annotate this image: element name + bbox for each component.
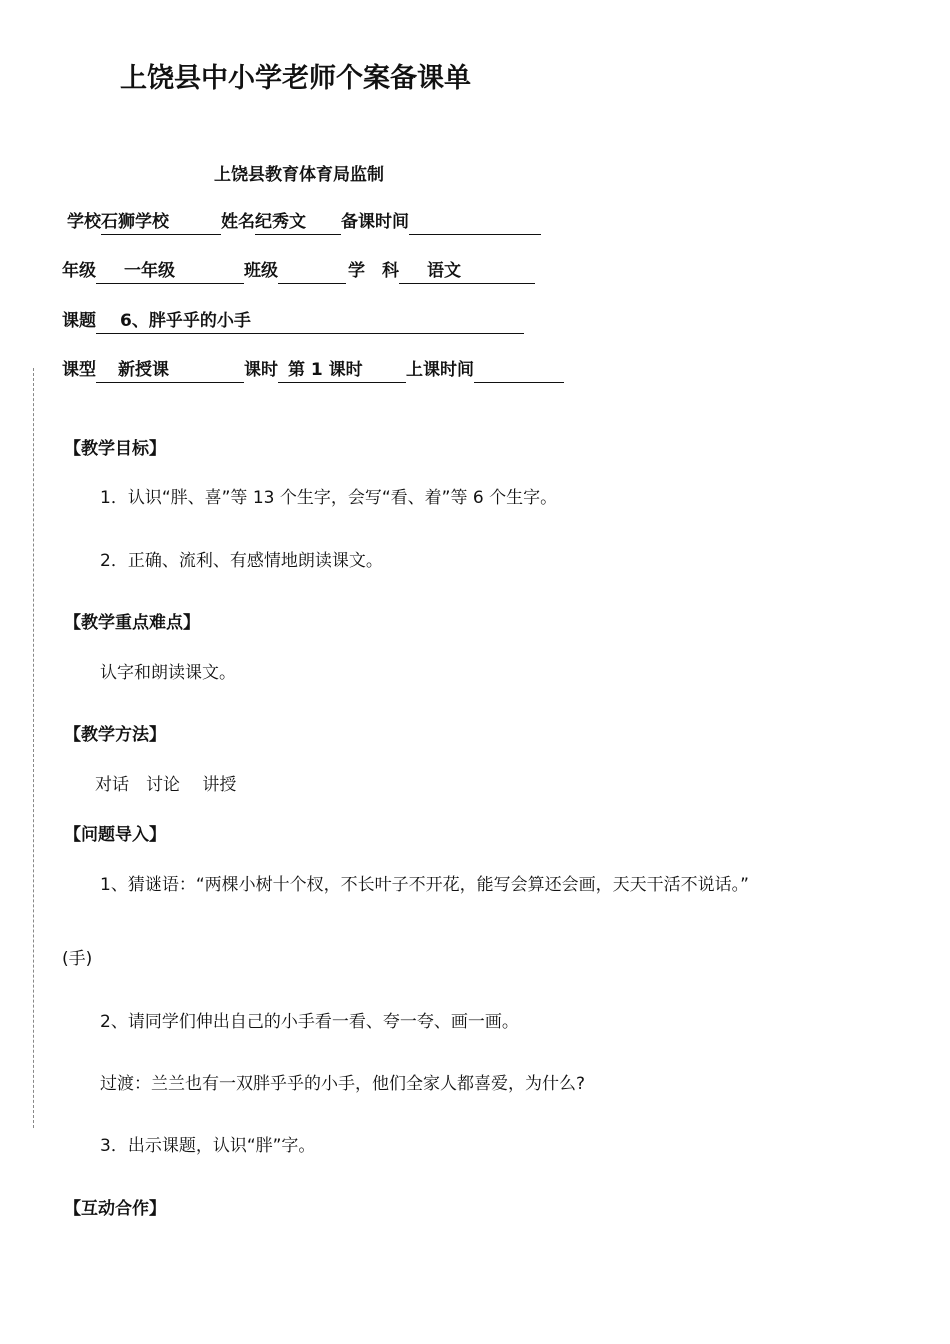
period-value: 第 1 课时 [278,357,406,383]
grade-value: 一年级 [96,258,244,284]
class-label: 班级 [244,261,278,281]
name-value: 纪秀文 [255,209,341,235]
method-heading: 【教学方法】 [64,725,166,745]
goals-heading: 【教学目标】 [64,439,166,459]
page-title: 上饶县中小学老师个案备课单 [120,63,471,94]
key-points-text: 认字和朗读课文。 [100,663,236,683]
class-value [278,258,346,284]
intro-heading: 【问题导入】 [64,825,166,845]
intro-item-1-answer: (手) [62,949,93,969]
margin-dashed-line [33,368,34,1128]
key-points-heading: 【教学重点难点】 [64,613,200,633]
info-row-lesson [62,357,564,383]
grade-label: 年级 [62,261,96,281]
intro-item-2: 2、请同学们伸出自己的小手看一看、夸一夸、画一画。 [100,1012,519,1032]
subject-value: 语文 [399,258,535,284]
info-row-school [67,209,541,235]
class-time-value [474,357,564,383]
topic-label: 课题 [62,311,96,331]
info-row-topic [62,308,524,334]
lesson-type-value: 新授课 [96,357,244,383]
supervisor-line: 上饶县教育体育局监制 [214,165,384,185]
intro-item-1: 1、猜谜语：“两棵小树十个杈，不长叶子不开花，能写会算还会画，天天干活不说话。” [100,875,749,895]
info-row-grade [62,258,535,284]
cooperation-heading: 【互动合作】 [64,1199,166,1219]
method-text: 对话 讨论 讲授 [95,775,237,795]
period-label: 课时 [244,360,278,380]
intro-item-3: 3．出示课题，认识“胖”字。 [100,1136,316,1156]
school-value: 石狮学校 [101,209,221,235]
goal-item-1: 1．认识“胖、喜”等 13 个生字，会写“看、着”等 6 个生字。 [100,488,558,508]
prep-time-value [409,209,541,235]
prep-time-label: 备课时间 [341,212,409,232]
transition-text: 过渡：兰兰也有一双胖乎乎的小手，他们全家人都喜爱，为什么? [100,1074,586,1094]
class-time-label: 上课时间 [406,360,474,380]
school-label: 学校 [67,212,101,232]
name-label: 姓名 [221,212,255,232]
topic-value: 6、胖乎乎的小手 [96,308,524,334]
lesson-type-label: 课型 [62,360,96,380]
goal-item-2: 2．正确、流利、有感情地朗读课文。 [100,551,383,571]
subject-label: 学 科 [348,261,399,281]
